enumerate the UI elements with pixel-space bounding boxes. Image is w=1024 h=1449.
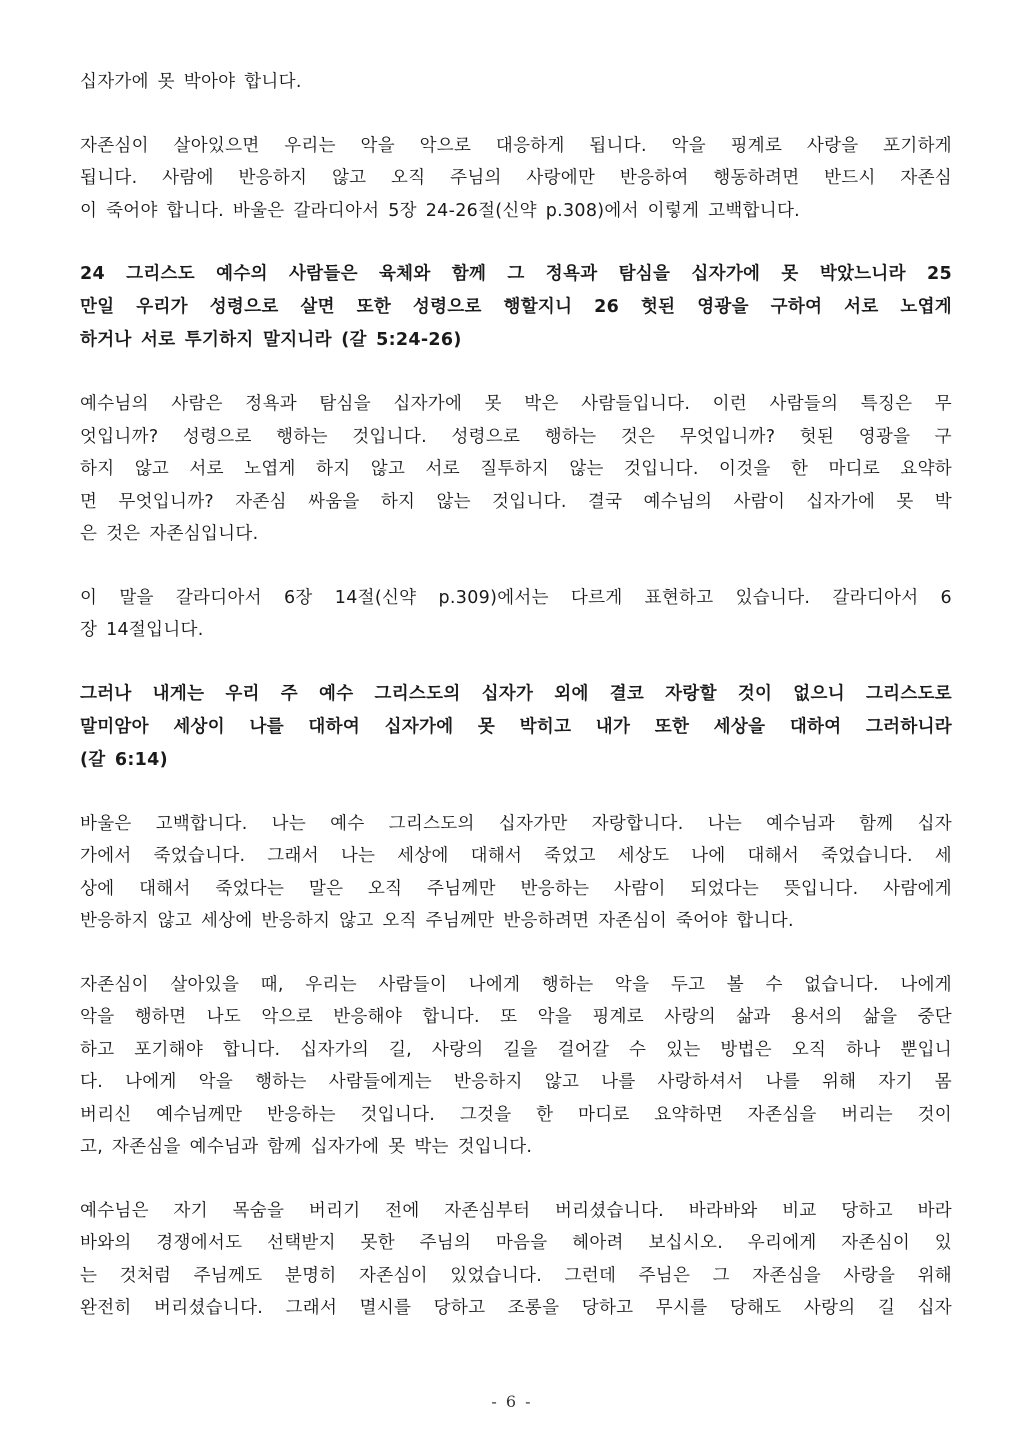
- text-line: 가에서 죽었습니다. 그래서 나는 세상에 대해서 죽었고 세상도 나에 대해서 죽었습니다. 세: [80, 846, 952, 866]
- paragraph: [80, 969, 952, 1164]
- text-line: 예수님은 자기 목숨을 버리기 전에 자존심부터 버리셨습니다. 바라바와 비교 당하고 바라: [80, 1200, 952, 1221]
- text-line: 바와의 경쟁에서도 선택받지 못한 주님의 마음을 헤아려 보십시오. 우리에게 자존심이 있: [80, 1233, 952, 1253]
- text-line: 장 14절입니다.: [80, 620, 204, 640]
- text-line: 버리신 예수님께만 반응하는 것입니다. 그것을 한 마디로 요약하면 자존심을 버리는 것이: [80, 1104, 952, 1125]
- text-line: 이 말을 갈라디아서 6장 14절(신약 p.309)에서는 다르게 표현하고 있습니다. 갈라디아서 6: [80, 587, 952, 608]
- text-line: 만일 우리가 성령으로 살면 또한 성령으로 행할지니 26 헛된 영광을 구하여 서로 노엽게: [80, 297, 952, 317]
- text-line: (갈 6:14): [80, 749, 168, 770]
- paragraph: [80, 388, 952, 551]
- text-line: 은 것은 자존심입니다.: [80, 524, 259, 544]
- text-line: 예수님의 사람은 정욕과 탐심을 십자가에 못 박은 사람들입니다. 이런 사람들의 특징은 무: [80, 394, 952, 414]
- paragraph: [80, 808, 952, 938]
- text-line: 24 그리스도 예수의 사람들은 육체와 함께 그 정욕과 탐심을 십자가에 못 박았느니라 25: [80, 264, 952, 284]
- text-line: 반응하지 않고 세상에 반응하지 않고 오직 주님께만 반응하려면 자존심이 죽어야 합니다.: [80, 911, 794, 931]
- text-line: 하고 포기해야 합니다. 십자가의 길, 사랑의 길을 걸어갈 수 있는 방법은 오직 하나 뿐입니: [80, 1039, 952, 1060]
- page-number: - 6 -: [491, 1392, 533, 1411]
- scripture-quote: [80, 258, 952, 357]
- text-line: 하거나 서로 투기하지 말지니라 (갈 5:24-26): [80, 330, 462, 350]
- text-line: 하지 않고 서로 노엽게 하지 않고 서로 질투하지 않는 것입니다. 이것을 한 마디로 요약하: [80, 459, 952, 479]
- text-line: 다. 나에게 악을 행하는 사람들에게는 반응하지 않고 나를 사랑하셔서 나를 위해 자기 몸: [80, 1072, 952, 1092]
- text-line: 면 무엇입니까? 자존심 싸움을 하지 않는 것입니다. 결국 예수님의 사람이 십자가에 못 박: [80, 491, 952, 512]
- text-line: 말미암아 세상이 나를 대하여 십자가에 못 박히고 내가 또한 세상을 대하여 그러하니라: [80, 716, 952, 737]
- text-line: 그러나 내게는 우리 주 예수 그리스도의 십자가 외에 결코 자랑할 것이 없으니 그리스도로: [80, 683, 952, 704]
- text-line: 엇입니까? 성령으로 행하는 것입니다. 성령으로 행하는 것은 무엇입니까? 헛된 영광을 구: [80, 426, 952, 447]
- text-line: 이 죽어야 합니다. 바울은 갈라디아서 5장 24-26절(신약 p.308)에서 이렇게 고백합니다.: [80, 200, 801, 221]
- paragraph: [80, 130, 952, 228]
- text-line: 자존심이 살아있으면 우리는 악을 악으로 대응하게 됩니다. 악을 핑계로 사랑을 포기하게: [80, 135, 952, 156]
- paragraph: [80, 66, 952, 99]
- text-line: 상에 대해서 죽었다는 말은 오직 주님께만 반응하는 사람이 되었다는 뜻입니다. 사람에게: [80, 878, 952, 899]
- text-line: 완전히 버리셨습니다. 그래서 멸시를 당하고 조롱을 당하고 무시를 당해도 사랑의 길 십자: [80, 1298, 952, 1318]
- text-line: 바울은 고백합니다. 나는 예수 그리스도의 십자가만 자랑합니다. 나는 예수님과 함께 십자: [80, 813, 952, 834]
- paragraph: [80, 1195, 952, 1325]
- text-line: 십자가에 못 박아야 합니다.: [80, 72, 302, 92]
- text-line: 고, 자존심을 예수님과 함께 십자가에 못 박는 것입니다.: [80, 1137, 533, 1157]
- scripture-quote: [80, 678, 952, 777]
- document-body: [80, 66, 952, 1356]
- text-line: 자존심이 살아있을 때, 우리는 사람들이 나에게 행하는 악을 두고 볼 수 없습니다. 나에게: [80, 974, 952, 995]
- text-line: 는 것처럼 주님께도 분명히 자존심이 있었습니다. 그런데 주님은 그 자존심을 사랑을 위해: [80, 1265, 952, 1286]
- paragraph: [80, 582, 952, 647]
- text-line: 악을 행하면 나도 악으로 반응해야 합니다. 또 악을 핑계로 사랑의 삶과 용서의 삶을 중단: [80, 1007, 952, 1027]
- text-line: 됩니다. 사람에 반응하지 않고 오직 주님의 사랑에만 반응하여 행동하려면 반드시 자존심: [80, 168, 952, 188]
